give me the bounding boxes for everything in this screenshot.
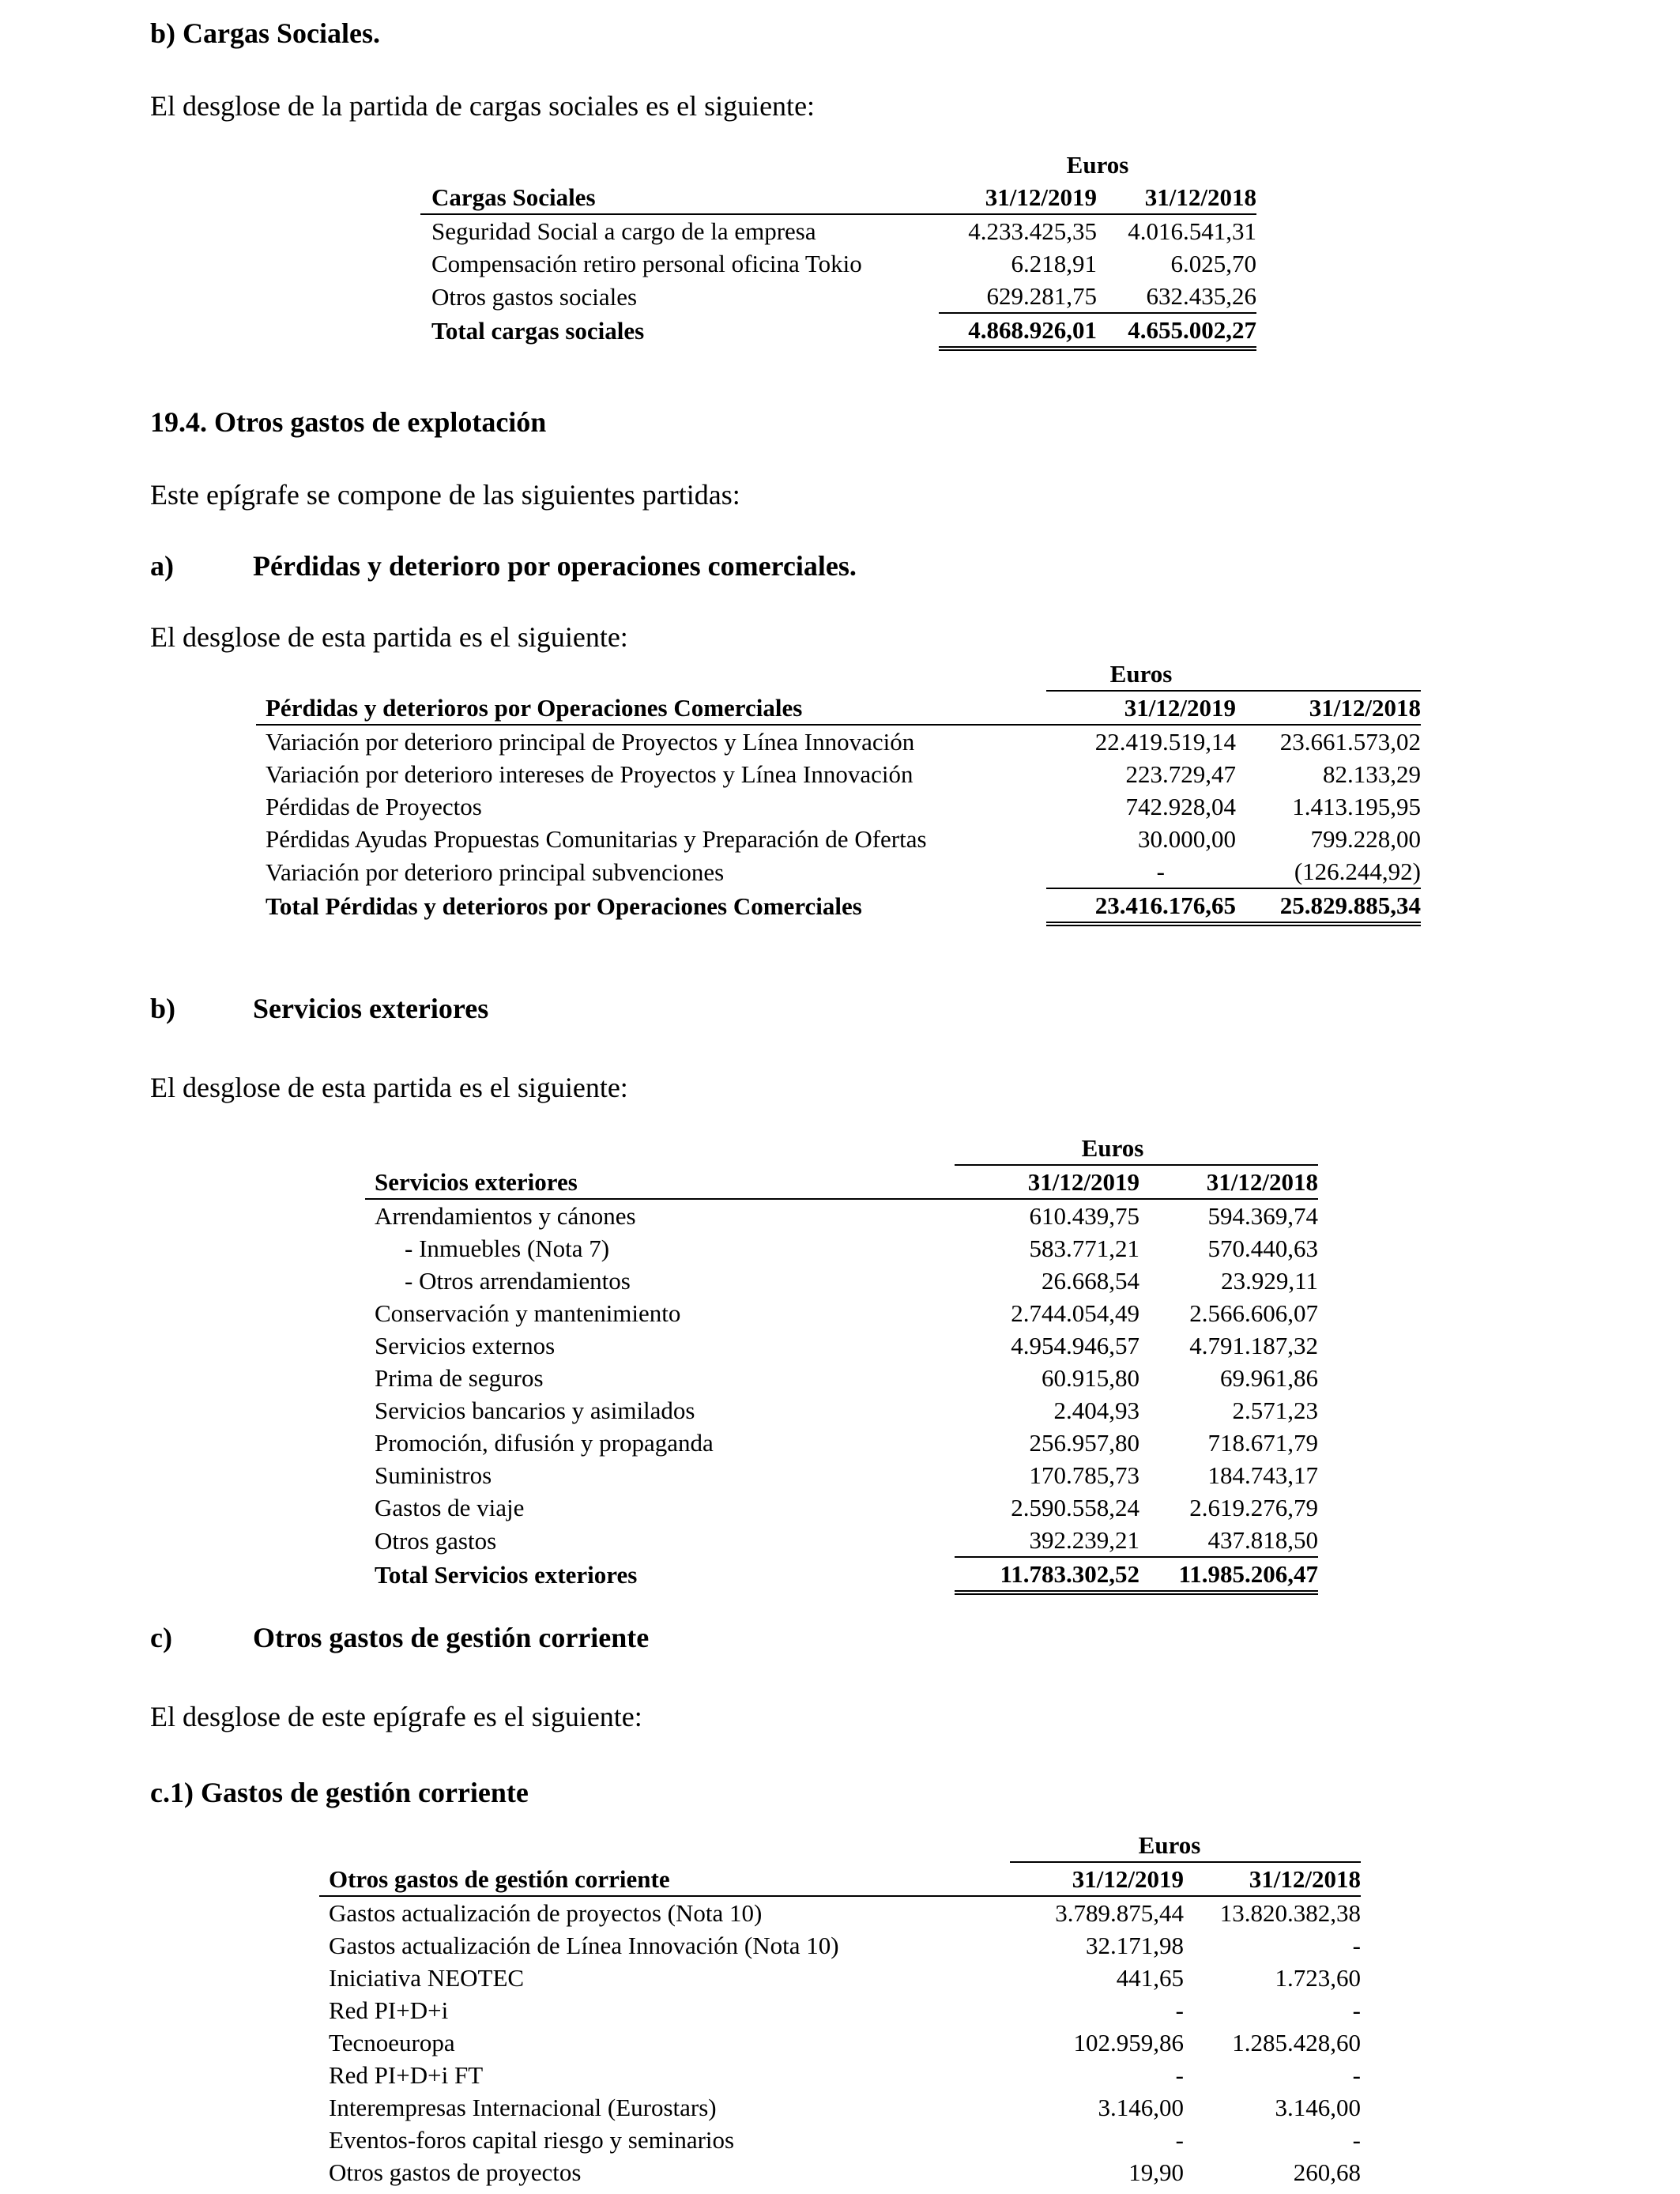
col-header-2018: 31/12/2018 xyxy=(1097,181,1256,214)
row-label: Variación por deterioro intereses de Proyectos y Línea Innovación xyxy=(266,760,913,788)
row-label: Otros gastos xyxy=(375,1526,497,1555)
row-value-2019: 629.281,75 xyxy=(939,280,1097,313)
row-value-2019: 441,65 xyxy=(1116,1964,1184,1992)
row-value-2019: 19,90 xyxy=(1128,2158,1184,2186)
row-value-2019: 2.744.054,49 xyxy=(1011,1299,1139,1327)
row-value-2018: 260,68 xyxy=(1293,2158,1361,2186)
row-label: Otros gastos de proyectos xyxy=(329,2158,582,2186)
row-label: Eventos-foros capital riesgo y seminarios xyxy=(329,2126,735,2154)
table-title: Cargas Sociales xyxy=(420,181,939,214)
row-label: Prima de seguros xyxy=(375,1364,544,1392)
row-value-2019: 102.959,86 xyxy=(1073,2029,1184,2056)
row-value-2018: 718.671,79 xyxy=(1207,1429,1318,1457)
table-euros-row xyxy=(420,149,1256,181)
paragraph-intro-gestion: El desglose de este epígrafe es el siguiente: xyxy=(150,1701,642,1732)
row-label: Iniciativa NEOTEC xyxy=(329,1964,525,1992)
table-row xyxy=(420,280,1256,313)
row-value-2018: 437.818,50 xyxy=(1139,1524,1318,1557)
row-value-2019: - xyxy=(1175,2126,1184,2154)
table-row xyxy=(256,790,1421,823)
row-value-2019: - xyxy=(1175,1996,1184,2024)
table-euros-row xyxy=(256,658,1421,691)
row-value-2019: 60.915,80 xyxy=(1042,1364,1139,1392)
section-heading-gestion: Otros gastos de gestión corriente xyxy=(253,1622,650,1653)
table-title: Servicios exteriores xyxy=(365,1165,955,1199)
row-value-2019: 30.000,00 xyxy=(1138,825,1236,853)
row-value-2018: 184.743,17 xyxy=(1207,1461,1318,1489)
table-row xyxy=(319,1896,1361,1929)
col-header-2019: 31/12/2019 xyxy=(1010,1862,1184,1896)
total-value-2018: 4.655.002,27 xyxy=(1097,313,1256,349)
row-value-2018: 69.961,86 xyxy=(1220,1364,1318,1392)
table-row xyxy=(365,1491,1318,1524)
row-value-2019: 2.590.558,24 xyxy=(1011,1494,1139,1521)
section-letter-b: b) xyxy=(150,993,176,1024)
row-label: Promoción, difusión y propaganda xyxy=(375,1429,714,1457)
row-value-2019: 22.419.519,14 xyxy=(1094,728,1236,756)
table-row xyxy=(420,247,1256,280)
row-value-2018: 23.661.573,02 xyxy=(1279,728,1421,756)
row-value-2019: 26.668,54 xyxy=(1042,1267,1139,1295)
table-row xyxy=(365,1297,1318,1329)
row-value-2019: 6.218,91 xyxy=(1011,250,1097,277)
section-heading-cargas-sociales: b) Cargas Sociales. xyxy=(150,17,380,49)
row-label: Servicios bancarios y asimilados xyxy=(375,1397,695,1424)
table-total-row xyxy=(365,1557,1318,1593)
row-label: Conservación y mantenimiento xyxy=(375,1299,681,1327)
col-header-2018: 31/12/2018 xyxy=(1139,1165,1318,1199)
row-value-2018: 1.723,60 xyxy=(1275,1964,1361,1992)
table-row xyxy=(365,1459,1318,1491)
row-value-2018: 1.413.195,95 xyxy=(1292,793,1421,820)
row-label: Interempresas Internacional (Eurostars) xyxy=(329,2094,717,2121)
table-row xyxy=(319,2124,1361,2156)
table-title: Pérdidas y deterioros por Operaciones Comerciales xyxy=(256,691,1046,725)
row-value-2019: 2.404,93 xyxy=(1053,1397,1139,1424)
row-label: Variación por deterioro principal de Proyectos y Línea Innovación xyxy=(266,728,915,756)
row-value-2019: 4.233.425,35 xyxy=(968,217,1097,245)
euros-label: Euros xyxy=(1066,151,1129,179)
total-value-2019: 23.416.176,65 xyxy=(1046,888,1236,924)
table-total-row xyxy=(256,888,1421,924)
table-row xyxy=(365,1199,1318,1232)
total-label: Total cargas sociales xyxy=(431,317,645,345)
euros-label: Euros xyxy=(955,1132,1318,1165)
subsection-heading-c1: c.1) Gastos de gestión corriente xyxy=(150,1777,529,1808)
col-header-2018: 31/12/2018 xyxy=(1236,691,1421,725)
table-row xyxy=(365,1329,1318,1362)
section-heading-perdidas: Pérdidas y deterioro por operaciones comerciales. xyxy=(253,550,857,582)
row-value-2018: 799.228,00 xyxy=(1310,825,1421,853)
total-label: Total Servicios exteriores xyxy=(375,1561,638,1589)
section-heading-19-4: 19.4. Otros gastos de explotación xyxy=(150,406,547,438)
row-value-2019: 256.957,80 xyxy=(1029,1429,1139,1457)
paragraph-intro-servicios: El desglose de esta partida es el siguiente: xyxy=(150,1072,628,1103)
row-value-2018: 632.435,26 xyxy=(1097,280,1256,313)
table-row xyxy=(319,2059,1361,2091)
row-value-2019: - xyxy=(1046,855,1236,888)
row-value-2018: - xyxy=(1352,1932,1361,1959)
row-label: Servicios externos xyxy=(375,1332,556,1359)
row-value-2019: 3.789.875,44 xyxy=(1055,1899,1184,1927)
table-header-row xyxy=(420,181,1256,214)
row-label: Otros gastos sociales xyxy=(431,282,638,311)
table-row xyxy=(365,1394,1318,1427)
row-label: Pérdidas de Proyectos xyxy=(266,793,482,820)
table-cargas-sociales xyxy=(420,149,1256,351)
euros-label: Euros xyxy=(1046,658,1236,691)
row-value-2018: 2.571,23 xyxy=(1232,1397,1318,1424)
table-row xyxy=(365,1427,1318,1459)
euros-label: Euros xyxy=(1010,1829,1361,1862)
row-value-2019: 392.239,21 xyxy=(955,1524,1139,1557)
table-euros-row xyxy=(319,1829,1361,1862)
table-perdidas xyxy=(256,658,1421,926)
row-value-2018: 594.369,74 xyxy=(1207,1202,1318,1230)
row-label: Gastos actualización de proyectos (Nota 10) xyxy=(329,1899,763,1927)
table-row xyxy=(256,725,1421,758)
table-row xyxy=(319,1962,1361,1994)
row-label: - Inmuebles (Nota 7) xyxy=(405,1235,610,1262)
row-label: Arrendamientos y cánones xyxy=(375,1202,636,1230)
table-row xyxy=(256,823,1421,855)
table-row xyxy=(365,1265,1318,1297)
col-header-2019: 31/12/2019 xyxy=(1046,691,1236,725)
total-value-2019: 4.868.926,01 xyxy=(939,313,1097,349)
total-value-2019: 11.783.302,52 xyxy=(955,1557,1139,1593)
row-value-2018: - xyxy=(1352,2126,1361,2154)
row-value-2019: 170.785,73 xyxy=(1029,1461,1139,1489)
table-row xyxy=(256,855,1421,888)
row-value-2018: 1.285.428,60 xyxy=(1232,2029,1361,2056)
table-header-row xyxy=(365,1165,1318,1199)
row-value-2018: 23.929,11 xyxy=(1221,1267,1318,1295)
section-letter-c: c) xyxy=(150,1622,172,1653)
row-value-2018: 13.820.382,38 xyxy=(1219,1899,1361,1927)
row-label: Seguridad Social a cargo de la empresa xyxy=(431,217,816,245)
table-row xyxy=(420,214,1256,247)
row-label: Compensación retiro personal oficina Tokio xyxy=(431,250,862,277)
row-label: Variación por deterioro principal subvenciones xyxy=(266,858,725,886)
row-label: Gastos actualización de Línea Innovación (Nota 10) xyxy=(329,1932,839,1959)
row-value-2019: 742.928,04 xyxy=(1125,793,1236,820)
row-value-2018: - xyxy=(1352,1996,1361,2024)
table-row xyxy=(319,1929,1361,1962)
table-row xyxy=(319,2091,1361,2124)
row-value-2018: 4.791.187,32 xyxy=(1189,1332,1318,1359)
table-row xyxy=(256,758,1421,790)
row-label: Tecnoeuropa xyxy=(329,2029,455,2056)
paragraph-intro-perdidas: El desglose de esta partida es el siguiente: xyxy=(150,621,628,653)
row-value-2019: 32.171,98 xyxy=(1086,1932,1184,1959)
row-label: Gastos de viaje xyxy=(375,1494,525,1521)
total-value-2018: 11.985.206,47 xyxy=(1139,1557,1318,1593)
table-row xyxy=(319,2156,1361,2188)
section-letter-a: a) xyxy=(150,550,174,582)
row-value-2018: 2.566.606,07 xyxy=(1189,1299,1318,1327)
table-gastos-gestion-corriente xyxy=(319,1829,1361,2188)
row-value-2019: 583.771,21 xyxy=(1029,1235,1139,1262)
table-euros-row xyxy=(365,1132,1318,1165)
row-value-2018: 570.440,63 xyxy=(1207,1235,1318,1262)
row-label: Suministros xyxy=(375,1461,492,1489)
row-label: Red PI+D+i FT xyxy=(329,2061,484,2089)
row-value-2019: 4.954.946,57 xyxy=(1011,1332,1139,1359)
col-header-2018: 31/12/2018 xyxy=(1184,1862,1361,1896)
row-label: Red PI+D+i xyxy=(329,1996,449,2024)
row-value-2019: 610.439,75 xyxy=(1029,1202,1139,1230)
row-value-2018: 6.025,70 xyxy=(1170,250,1256,277)
row-value-2018: 3.146,00 xyxy=(1275,2094,1361,2121)
table-row xyxy=(319,2026,1361,2059)
row-value-2018: - xyxy=(1352,2061,1361,2089)
row-value-2018: (126.244,92) xyxy=(1236,855,1421,888)
col-header-2019: 31/12/2019 xyxy=(939,181,1097,214)
paragraph-intro-19-4: Este epígrafe se compone de las siguientes partidas: xyxy=(150,479,740,511)
row-label: Pérdidas Ayudas Propuestas Comunitarias y Preparación de Ofertas xyxy=(266,825,927,853)
table-servicios-exteriores xyxy=(365,1132,1318,1595)
table-header-row xyxy=(256,691,1421,725)
table-header-row xyxy=(319,1862,1361,1896)
table-row xyxy=(319,1994,1361,2026)
table-total-row xyxy=(420,313,1256,349)
table-title: Otros gastos de gestión corriente xyxy=(319,1862,1010,1896)
row-value-2019: 3.146,00 xyxy=(1098,2094,1184,2121)
total-label: Total Pérdidas y deterioros por Operaciones Comerciales xyxy=(266,892,862,920)
row-value-2019: 223.729,47 xyxy=(1125,760,1236,788)
table-row xyxy=(365,1232,1318,1265)
table-row xyxy=(365,1362,1318,1394)
row-value-2018: 4.016.541,31 xyxy=(1128,217,1256,245)
section-heading-servicios: Servicios exteriores xyxy=(253,993,489,1024)
total-value-2018: 25.829.885,34 xyxy=(1236,888,1421,924)
row-value-2018: 2.619.276,79 xyxy=(1189,1494,1318,1521)
row-label: - Otros arrendamientos xyxy=(405,1267,631,1295)
table-row xyxy=(365,1524,1318,1557)
paragraph-intro-cargas: El desglose de la partida de cargas sociales es el siguiente: xyxy=(150,90,816,122)
row-value-2019: - xyxy=(1175,2061,1184,2089)
row-value-2018: 82.133,29 xyxy=(1323,760,1421,788)
col-header-2019: 31/12/2019 xyxy=(955,1165,1139,1199)
